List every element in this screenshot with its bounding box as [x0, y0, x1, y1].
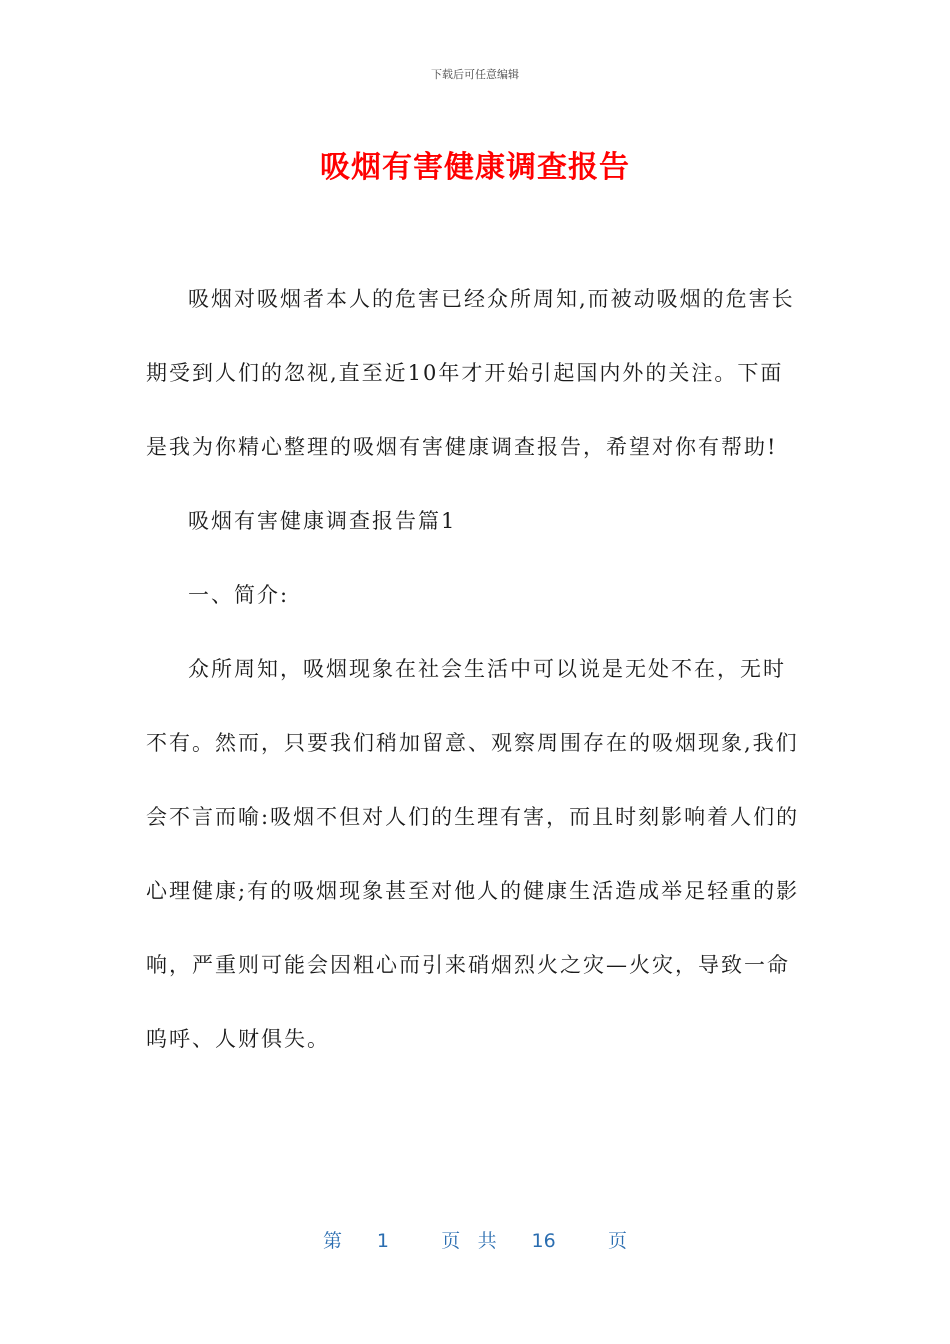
document-title: 吸烟有害健康调查报告 [320, 150, 630, 185]
paragraph-section-heading: 吸烟有害健康调查报告篇1 [188, 509, 457, 533]
document-body [146, 262, 806, 1076]
paragraph-body: 众所周知，吸烟现象在社会生活中可以说是无处不在，无时不有。然而，只要我们稍加留意、观察周围存在的吸烟现象,我们会不言而喻:吸烟不但对人们的生理有害，而且时刻影响着人们的心理健康;有的吸烟现象甚至对他人的健康生活造成举足轻重的影响，严重则可能会因粗心而引来硝烟烈火之灾—火灾，导致一命呜呼、人财俱失。 [146, 657, 800, 1051]
paragraph-intro: 吸烟对吸烟者本人的危害已经众所周知,而被动吸烟的危害长期受到人们的忽视,直至近10年才开始引起国内外的关注。下面是我为你精心整理的吸烟有害健康调查报告，希望对你有帮助! [146, 287, 795, 459]
header-note: 下载后可任意编辑 [431, 68, 519, 81]
page-footer: 第 1 页 共 16 页 [322, 1230, 628, 1252]
paragraph-subheading: 一、简介: [188, 583, 290, 607]
